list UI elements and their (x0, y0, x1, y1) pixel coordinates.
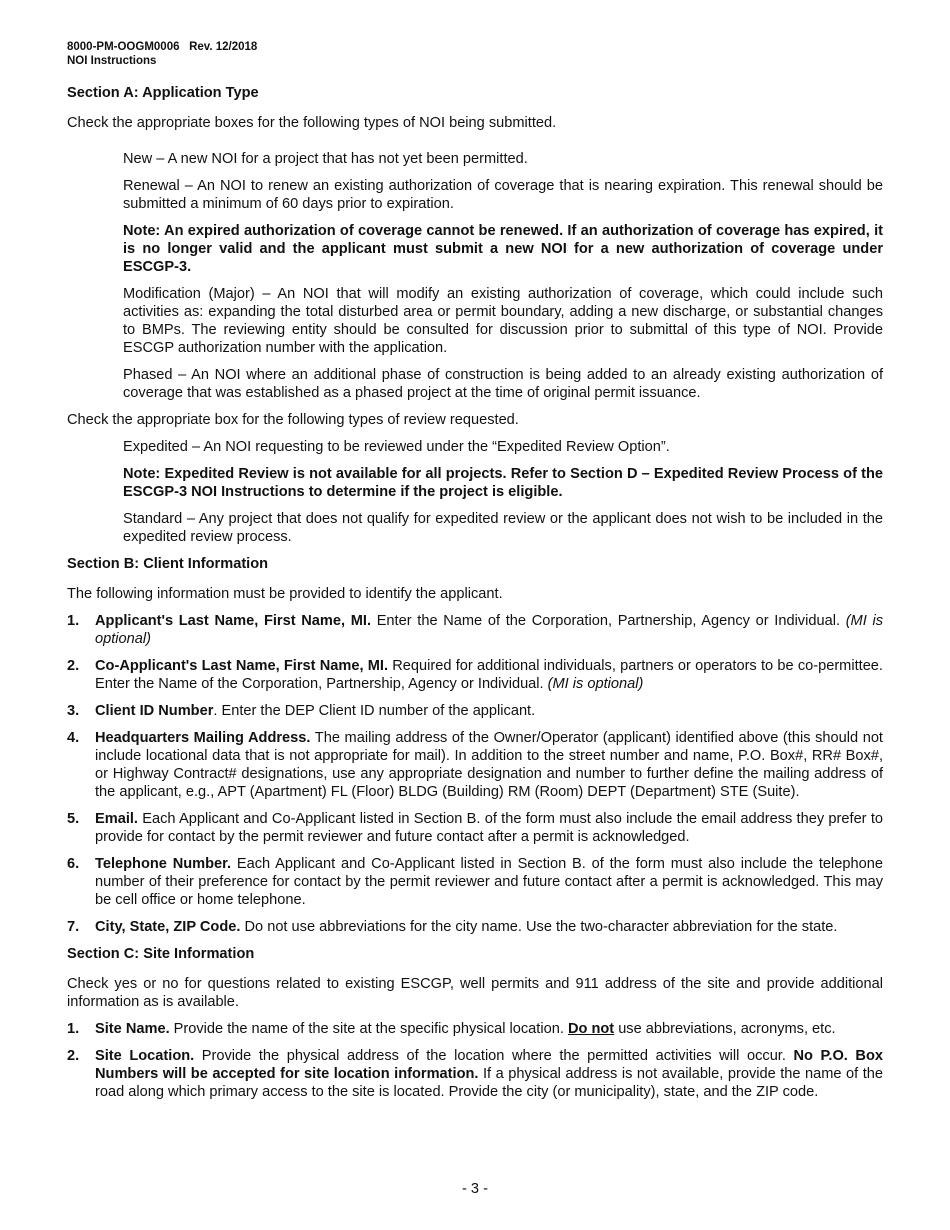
list-item: 1. Site Name. Provide the name of the site at the specific physical location. Do not use abbreviations, acronyms, etc. (67, 1021, 836, 1037)
section-a-title: Section A: Application Type (67, 85, 259, 101)
section-a-intro: Check the appropriate boxes for the following types of NOI being submitted. (67, 115, 557, 131)
form-id: 8000-PM-OOGM0006 (67, 41, 180, 53)
section-c-title: Section C: Site Information (67, 946, 255, 962)
section-b-intro: The following information must be provided to identify the applicant. (67, 586, 503, 602)
type-modification: Modification (Major) – An NOI that will modify an existing authorization of coverage, which could include such activities as: expanding the total disturbed area or permit boundary, adding a new discharge, or substantial changes to BMPs. The reviewing entity should be consulted for discussion prior to submittal of this type of NOI. Provide ESCGP authorization number with the application. (123, 286, 883, 356)
doc-title: NOI Instructions (67, 55, 157, 67)
form-id-line (67, 40, 883, 54)
document-page (67, 40, 883, 1101)
list-item: 1. Applicant's Last Name, First Name, MI. Enter the Name of the Corporation, Partnership, Agency or Individual. (MI is optional) (67, 613, 883, 647)
document-header (67, 40, 883, 68)
list-item: 2. Site Location. Provide the physical address of the location where the permitted activities will occur. No P.O. Box Numbers will be accepted for site location information. If a physical address is not available, provide the name of the road along which primary access to the site is located. Provide the city (or municipality), state, and the ZIP code. (67, 1048, 883, 1100)
list-item: 6. Telephone Number. Each Applicant and Co-Applicant listed in Section B. of the form must also include the telephone number of their preference for contact by the permit reviewer and future contact after a permit is acknowledged. This may be cell office or home telephone. (67, 856, 883, 908)
note-expired: Note: An expired authorization of coverage cannot be renewed. If an authorization of coverage has expired, it is no longer valid and the applicant must submit a new NOI for a new authorization of coverage under ESCGP-3. (123, 223, 883, 275)
type-phased: Phased – An NOI where an additional phase of construction is being added to an already existing authorization of coverage that was established as a phased project at the time of original permit issuance. (123, 367, 883, 401)
list-item: 4. Headquarters Mailing Address. The mailing address of the Owner/Operator (applicant) identified above (this should not include locational data that is not appropriate for mail). In addition to the street number and name, P.O. Box#, RR# Box#, or Highway Contract# designations, use any appropriate designation and number to further define the mailing address of the applicant, e.g., APT (Apartment) FL (Floor) BLDG (Building) RM (Room) DEPT (Department) STE (Suite). (67, 730, 883, 800)
review-intro: Check the appropriate box for the following types of review requested. (67, 412, 519, 428)
list-item: 7. City, State, ZIP Code. Do not use abbreviations for the city name. Use the two-character abbreviation for the state. (67, 919, 838, 935)
note-expedited: Note: Expedited Review is not available for all projects. Refer to Section D – Expedited Review Process of the ESCGP-3 NOI Instructions to determine if the project is eligible. (123, 466, 883, 500)
type-new: New – A new NOI for a project that has not yet been permitted. (123, 151, 528, 167)
client-info-list (67, 612, 883, 936)
review-expedited: Expedited – An NOI requesting to be reviewed under the “Expedited Review Option”. (123, 439, 670, 455)
revision: Rev. 12/2018 (189, 41, 258, 53)
list-item: 2. Co-Applicant's Last Name, First Name, MI. Required for additional individuals, partners or operators to be co-permittee. Enter the Name of the Corporation, Partnership, Agency or Individual. (MI is optional) (67, 658, 883, 692)
list-item: 3. Client ID Number. Enter the DEP Client ID number of the applicant. (67, 703, 536, 719)
review-standard: Standard – Any project that does not qualify for expedited review or the applicant does not wish to be included in the expedited review process. (123, 511, 883, 545)
section-b-title: Section B: Client Information (67, 556, 269, 572)
type-renewal: Renewal – An NOI to renew an existing authorization of coverage that is nearing expiration. This renewal should be submitted a minimum of 60 days prior to expiration. (123, 178, 883, 212)
section-c-intro: Check yes or no for questions related to existing ESCGP, well permits and 911 address of the site and provide additional information as is available. (67, 976, 883, 1010)
site-info-list (67, 1020, 883, 1101)
list-item: 5. Email. Each Applicant and Co-Applicant listed in Section B. of the form must also include the email address they prefer to provide for contact by the permit reviewer and future contact after a permit is acknowledged. (67, 811, 883, 845)
page-number: - 3 - (462, 1181, 488, 1197)
